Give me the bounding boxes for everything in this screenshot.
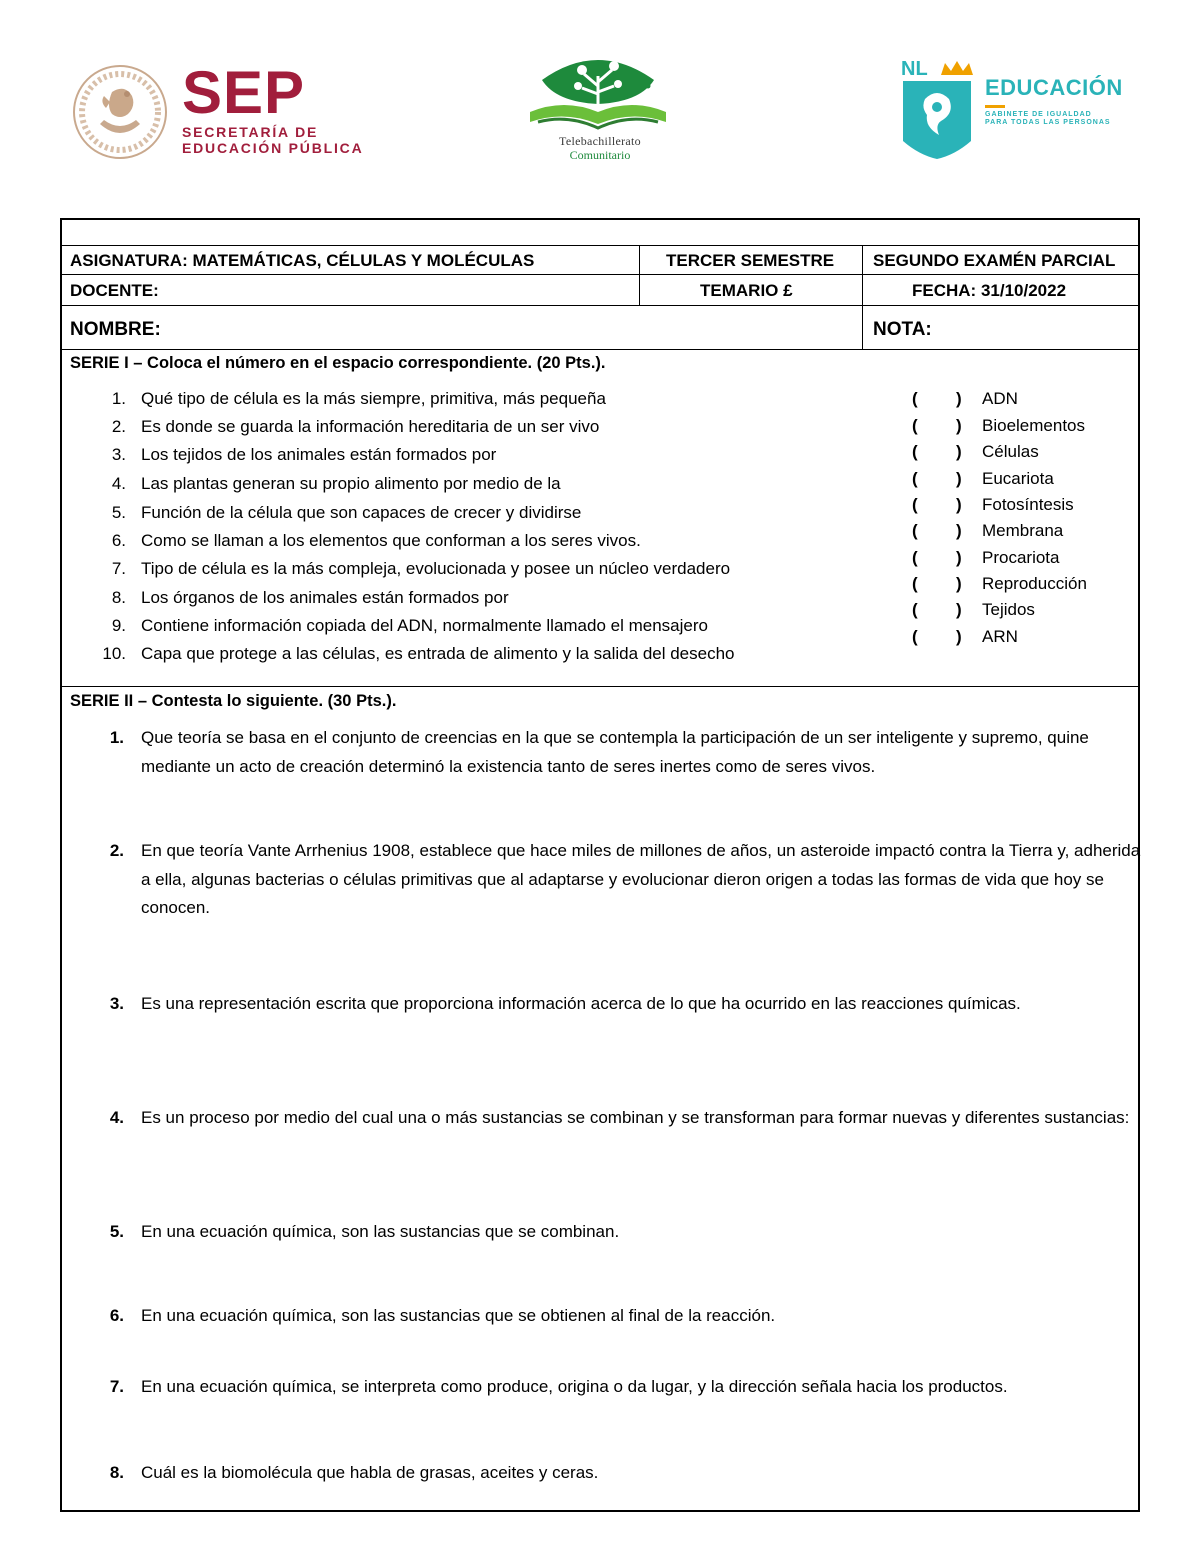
- answer-paren-close: ): [956, 389, 962, 408]
- sep-acronym: SEP: [182, 59, 306, 126]
- answer-paren-open[interactable]: (: [912, 416, 918, 435]
- telebachillerato-logo: [520, 52, 680, 172]
- asignatura-label: ASIGNATURA: MATEMÁTICAS, CÉLULAS Y MOLÉCULAS: [70, 251, 535, 270]
- question-text: Contiene información copiada del ADN, normalmente llamado el mensajero: [141, 616, 708, 635]
- telebachillerato-line2: Comunitario: [569, 148, 631, 162]
- semestre-label: TERCER SEMESTRE: [666, 251, 835, 270]
- question-text: Función de la célula que son capaces de crecer y dividirse: [141, 503, 582, 522]
- option-label: ADN: [982, 389, 1018, 408]
- sep-wordmark: [182, 59, 364, 156]
- tree-book-icon: [520, 52, 680, 137]
- option-label: Reproducción: [982, 574, 1087, 593]
- question-text: En que teoría Vante Arrhenius 1908, establece que hace miles de millones de años, un asteroide impactó contra la Tierra y, adherida a ella, algunas bacterias o células primitivas que al adaptarse y evolucionar dieron origen a todas las formas de vida que hoy se conocen.: [141, 841, 1141, 917]
- question-number: 6.: [109, 1306, 124, 1325]
- nota-label: NOTA:: [873, 319, 932, 340]
- question-text: En una ecuación química, son las sustancias que se combinan.: [141, 1222, 620, 1241]
- option-label: Membrana: [982, 521, 1064, 540]
- question-number: 10.: [102, 644, 126, 663]
- answer-paren-open[interactable]: (: [912, 627, 918, 646]
- question-number: 3.: [109, 994, 124, 1013]
- nl-sub2: PARA TODAS LAS PERSONAS: [985, 119, 1111, 126]
- question-number: 5.: [111, 503, 126, 522]
- question-number: 2.: [109, 841, 124, 860]
- answer-paren-close: ): [956, 521, 962, 540]
- question-text: En una ecuación química, son las sustancias que se obtienen al final de la reacción.: [141, 1306, 776, 1325]
- sep-line1: SECRETARÍA DE: [182, 124, 319, 140]
- answer-paren-close: ): [956, 548, 962, 567]
- serie2-title: SERIE II – Contesta lo siguiente. (30 Pts.).: [70, 692, 397, 710]
- answer-paren-close: ): [956, 627, 962, 646]
- question-text: Es una representación escrita que proporciona información acerca de lo que ha ocurrido en las reacciones químicas.: [141, 994, 1021, 1013]
- option-label: Procariota: [982, 548, 1060, 567]
- question-number: 2.: [111, 417, 126, 436]
- nl-sub1: GABINETE DE IGUALDAD: [985, 111, 1092, 118]
- question-number: 6.: [111, 531, 126, 550]
- question-text: Los órganos de los animales están formados por: [141, 588, 509, 607]
- mexican-coat-of-arms-icon: [70, 62, 170, 162]
- answer-paren-close: ): [956, 600, 962, 619]
- answer-paren-open[interactable]: (: [912, 548, 918, 567]
- question-number: 4.: [109, 1108, 124, 1127]
- option-label: Bioelementos: [982, 416, 1086, 435]
- question-text: Es donde se guarda la información hereditaria de un ser vivo: [141, 417, 600, 436]
- nl-title: EDUCACIÓN: [985, 75, 1123, 100]
- question-number: 1.: [111, 389, 126, 408]
- option-label: Eucariota: [982, 469, 1054, 488]
- option-label: Células: [982, 442, 1039, 461]
- answer-paren-close: ): [956, 574, 962, 593]
- answer-paren-open[interactable]: (: [912, 442, 918, 461]
- telebachillerato-line1: Telebachillerato: [559, 134, 641, 148]
- question-text: En una ecuación química, se interpreta como produce, origina o da lugar, y la dirección señala hacia los productos.: [141, 1377, 1008, 1396]
- answer-paren-open[interactable]: (: [912, 469, 918, 488]
- option-label: Tejidos: [982, 600, 1035, 619]
- question-number: 3.: [111, 445, 126, 464]
- divider: [60, 274, 1140, 275]
- question-text: Es un proceso por medio del cual una o más sustancias se combinan y se transforman para formar nuevas y diferentes sustancias:: [141, 1108, 1130, 1127]
- answer-paren-open[interactable]: (: [912, 389, 918, 408]
- question-number: 7.: [109, 1377, 124, 1396]
- question-number: 1.: [109, 728, 124, 747]
- answer-paren-close: ): [956, 442, 962, 461]
- sep-line2: EDUCACIÓN PÚBLICA: [182, 140, 364, 156]
- divider: [60, 305, 1140, 306]
- nl-educacion-logo: [895, 55, 1135, 165]
- answer-paren-close: ): [956, 469, 962, 488]
- fecha-label: FECHA: 31/10/2022: [912, 281, 1067, 300]
- question-text: Que teoría se basa en el conjunto de creencias en la que se contempla la participación de un ser inteligente y supremo, quine mediante un acto de creación determinó la existencia tanto de seres inertes como de seres vivos.: [141, 728, 1089, 776]
- divider: [639, 245, 640, 305]
- answer-paren-open[interactable]: (: [912, 574, 918, 593]
- question-number: 7.: [111, 559, 126, 578]
- nl-accent-bar: [985, 105, 1005, 108]
- temario-label: TEMARIO £: [700, 281, 793, 300]
- divider: [862, 245, 863, 349]
- answer-paren-open[interactable]: (: [912, 600, 918, 619]
- sep-logo: [70, 59, 370, 162]
- question-number: 9.: [111, 616, 126, 635]
- question-text: Tipo de célula es la más compleja, evolucionada y posee un núcleo verdadero: [141, 559, 731, 578]
- question-text: Cuál es la biomolécula que habla de grasas, aceites y ceras.: [141, 1463, 599, 1482]
- question-number: 8.: [109, 1463, 124, 1482]
- divider: [60, 686, 1140, 687]
- answer-paren-close: ): [956, 495, 962, 514]
- nl-mark: NL: [901, 58, 928, 80]
- answer-paren-open[interactable]: (: [912, 521, 918, 540]
- question-number: 4.: [111, 474, 126, 493]
- question-text: Los tejidos de los animales están formados por: [141, 445, 497, 464]
- question-number: 5.: [109, 1222, 124, 1241]
- option-label: Fotosíntesis: [982, 495, 1074, 514]
- nombre-label: NOMBRE:: [70, 319, 161, 340]
- question-text: Como se llaman a los elementos que conforman a los seres vivos.: [141, 531, 641, 550]
- serie1-title: SERIE I – Coloca el número en el espacio correspondiente. (20 Pts.).: [70, 354, 606, 372]
- question-text: Las plantas generan su propio alimento por medio de la: [141, 474, 561, 493]
- answer-paren-close: ): [956, 416, 962, 435]
- docente-label: DOCENTE:: [70, 281, 159, 300]
- nl-shield-icon: [895, 55, 979, 165]
- divider: [60, 349, 1140, 350]
- nl-subtitle: [985, 111, 1111, 127]
- question-text: Capa que protege a las células, es entrada de alimento y la salida del desecho: [141, 644, 735, 663]
- parcial-label: SEGUNDO EXAMÉN PARCIAL: [873, 251, 1116, 270]
- question-number: 8.: [111, 588, 126, 607]
- divider: [60, 245, 1140, 246]
- answer-paren-open[interactable]: (: [912, 495, 918, 514]
- question-text: Qué tipo de célula es la más siempre, primitiva, más pequeña: [141, 389, 606, 408]
- option-label: ARN: [982, 627, 1018, 646]
